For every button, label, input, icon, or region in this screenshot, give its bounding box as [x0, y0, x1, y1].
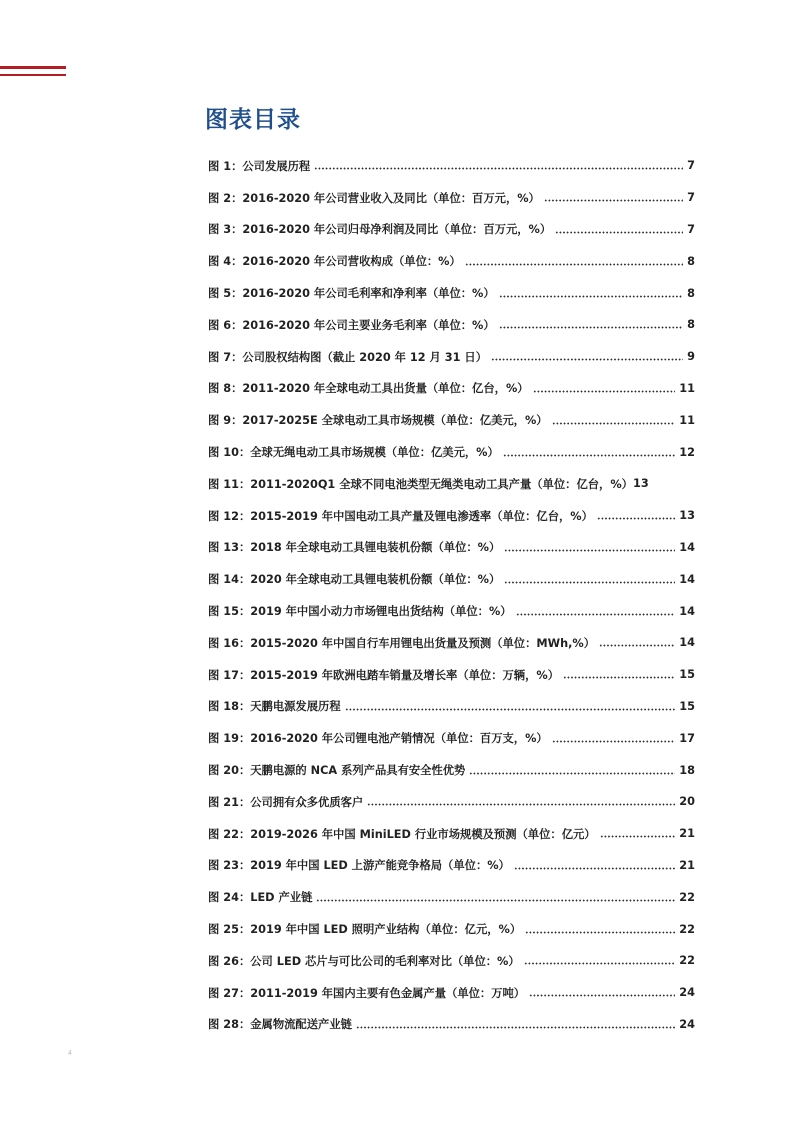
toc-page-number: 18: [679, 763, 695, 777]
toc-entry-label: 图 11：2011-2020Q1 全球不同电池类型无绳类电动工具产量（单位：亿台，%）: [208, 477, 633, 491]
toc-page-number: 14: [679, 572, 695, 586]
toc-page-number: 20: [679, 795, 695, 809]
toc-entry[interactable]: [208, 595, 695, 627]
toc-entry-label: 图 4：2016-2020 年公司营收构成（单位：%）: [208, 255, 461, 269]
toc-entry[interactable]: [208, 341, 695, 373]
toc-entry[interactable]: [208, 722, 695, 754]
toc-page-number: 11: [679, 413, 695, 427]
toc-page-number: 7: [687, 222, 695, 236]
toc-dot-leader: [552, 737, 676, 746]
toc-entry-label: 图 23：2019 年中国 LED 上游产能竞争格局（单位：%）: [208, 859, 510, 873]
toc-page-number: 13: [632, 477, 649, 491]
toc-dot-leader: [516, 610, 676, 619]
toc-entry[interactable]: [208, 754, 695, 786]
toc-dot-leader: [524, 959, 676, 968]
toc-dot-leader: [533, 387, 676, 396]
toc-dot-leader: [525, 928, 675, 937]
toc-page-number: 24: [679, 986, 695, 1000]
toc-dot-leader: [345, 705, 676, 714]
toc-entry-label: 图 1：公司发展历程: [208, 159, 311, 173]
toc-dot-leader: [367, 800, 675, 809]
toc-entry[interactable]: [208, 182, 695, 214]
toc-entry-label: 图 17：2015-2019 年欧洲电踏车销量及增长率（单位：万辆，%）: [208, 668, 560, 682]
toc-entry[interactable]: [208, 786, 695, 818]
toc-title: 图表目录: [205, 107, 301, 133]
toc-page-number: 8: [687, 318, 695, 332]
toc-page-number: 17: [679, 731, 695, 745]
toc-entry[interactable]: [208, 1009, 695, 1041]
toc-entry[interactable]: [208, 563, 695, 595]
toc-entry[interactable]: [208, 627, 695, 659]
toc-entry-label: 图 19：2016-2020 年公司锂电池产销情况（单位：百万支，%）: [208, 732, 548, 746]
toc-entry-label: 图 22：2019-2026 年中国 MiniLED 行业市场规模及预测（单位：亿元）: [208, 827, 596, 841]
toc-entry-label: 图 2：2016-2020 年公司营业收入及同比（单位：百万元，%）: [208, 191, 540, 205]
toc-page-number: 7: [687, 159, 695, 173]
toc-entry[interactable]: [208, 150, 695, 182]
toc-dot-leader: [356, 1023, 675, 1032]
toc-page-number: 13: [679, 509, 695, 523]
toc-dot-leader: [314, 164, 683, 173]
toc-page-number: 8: [687, 286, 695, 300]
toc-entry-label: 图 27：2011-2019 年国内主要有色金属产量（单位：万吨）: [208, 986, 526, 1000]
page-footer-mark: 4: [68, 1050, 72, 1057]
toc-entry-label: 图 7：公司股权结构图（截止 2020 年 12 月 31 日）: [208, 350, 488, 364]
toc-entry[interactable]: [208, 850, 695, 882]
toc-entry-label: 图 9：2017-2025E 全球电动工具市场规模（单位：亿美元，%）: [208, 414, 548, 428]
toc-entry-label: 图 6：2016-2020 年公司主要业务毛利率（单位：%）: [208, 318, 495, 332]
toc-dot-leader: [491, 355, 683, 364]
toc-page-number: 21: [679, 827, 695, 841]
toc-dot-leader: [597, 514, 675, 523]
toc-dot-leader: [499, 323, 683, 332]
toc-page-number: 22: [679, 954, 695, 968]
toc-dot-leader: [504, 546, 675, 555]
toc-entry[interactable]: [208, 500, 695, 532]
toc-dot-leader: [465, 260, 683, 269]
toc-dot-leader: [563, 673, 675, 682]
toc-page-number: 12: [679, 445, 695, 459]
toc-page-number: 21: [679, 858, 695, 872]
toc-entry-label: 图 21：公司拥有众多优质客户: [208, 795, 364, 809]
toc-entry[interactable]: [208, 436, 695, 468]
toc-dot-leader: [529, 991, 675, 1000]
toc-entry[interactable]: [208, 245, 695, 277]
toc-entry[interactable]: [208, 659, 695, 691]
toc-entry-label: 图 8：2011-2020 年全球电动工具出货量（单位：亿台，%）: [208, 382, 529, 396]
toc-dot-leader: [599, 641, 675, 650]
toc-dot-leader: [499, 292, 683, 301]
toc-dot-leader: [514, 864, 675, 873]
toc-entry-label: 图 18：天鹏电源发展历程: [208, 700, 341, 714]
toc-entry-label: 图 26：公司 LED 芯片与可比公司的毛利率对比（单位：%）: [208, 954, 520, 968]
toc-page-number: 15: [679, 699, 695, 713]
toc-page-number: 7: [687, 191, 695, 205]
toc-dot-leader: [469, 769, 675, 778]
toc-entry-label: 图 5：2016-2020 年公司毛利率和净利率（单位：%）: [208, 287, 495, 301]
toc-entry[interactable]: [208, 881, 695, 913]
toc-entry-label: 图 15：2019 年中国小动力市场锂电出货结构（单位：%）: [208, 605, 512, 619]
toc-entry-label: 图 28：金属物流配送产业链: [208, 1018, 352, 1032]
toc-entry[interactable]: [208, 818, 695, 850]
toc-entry[interactable]: [208, 913, 695, 945]
toc-entry[interactable]: [208, 468, 695, 500]
toc-dot-leader: [555, 228, 683, 237]
toc-page-number: 11: [679, 381, 695, 395]
toc-dot-leader: [600, 832, 676, 841]
toc-entry-label: 图 13：2018 年全球电动工具锂电装机份额（单位：%）: [208, 541, 501, 555]
toc-page-number: 24: [679, 1017, 695, 1031]
toc-entry[interactable]: [208, 373, 695, 405]
toc-entry[interactable]: [208, 277, 695, 309]
toc-page-number: 8: [687, 254, 695, 268]
toc-entry[interactable]: [208, 691, 695, 723]
brand-bar-top: [0, 66, 66, 69]
toc-dot-leader: [544, 196, 683, 205]
toc-entry[interactable]: [208, 532, 695, 564]
toc-entry-label: 图 16：2015-2020 年中国自行车用锂电出货量及预测（单位：MWh,%）: [208, 636, 596, 650]
toc-entry[interactable]: [208, 404, 695, 436]
toc-page-number: 14: [679, 604, 695, 618]
toc-list: [208, 150, 695, 1040]
toc-entry-label: 图 20：天鹏电源的 NCA 系列产品具有安全性优势: [208, 764, 466, 778]
toc-page-number: 22: [679, 890, 695, 904]
toc-dot-leader: [316, 896, 675, 905]
toc-entry-label: 图 24：LED 产业链: [208, 891, 313, 905]
toc-dot-leader: [552, 419, 676, 428]
toc-entry-label: 图 12：2015-2019 年中国电动工具产量及锂电渗透率（单位：亿台，%）: [208, 509, 593, 523]
toc-entry[interactable]: [208, 309, 695, 341]
toc-entry-label: 图 3：2016-2020 年公司归母净利润及同比（单位：百万元，%）: [208, 223, 552, 237]
brand-bar-bottom: [0, 74, 66, 76]
toc-entry[interactable]: [208, 945, 695, 977]
toc-page-number: 15: [679, 668, 695, 682]
toc-dot-leader: [503, 451, 675, 460]
toc-entry-label: 图 25：2019 年中国 LED 照明产业结构（单位：亿元，%）: [208, 923, 522, 937]
toc-dot-leader: [504, 578, 675, 587]
toc-entry[interactable]: [208, 977, 695, 1009]
toc-entry-label: 图 10：全球无绳电动工具市场规模（单位：亿美元，%）: [208, 446, 499, 460]
toc-page-number: 14: [679, 636, 695, 650]
toc-page-number: 22: [679, 922, 695, 936]
toc-entry[interactable]: [208, 214, 695, 246]
toc-page-number: 14: [679, 540, 695, 554]
toc-entry-label: 图 14：2020 年全球电动工具锂电装机份额（单位：%）: [208, 573, 501, 587]
toc-page-number: 9: [687, 350, 695, 364]
